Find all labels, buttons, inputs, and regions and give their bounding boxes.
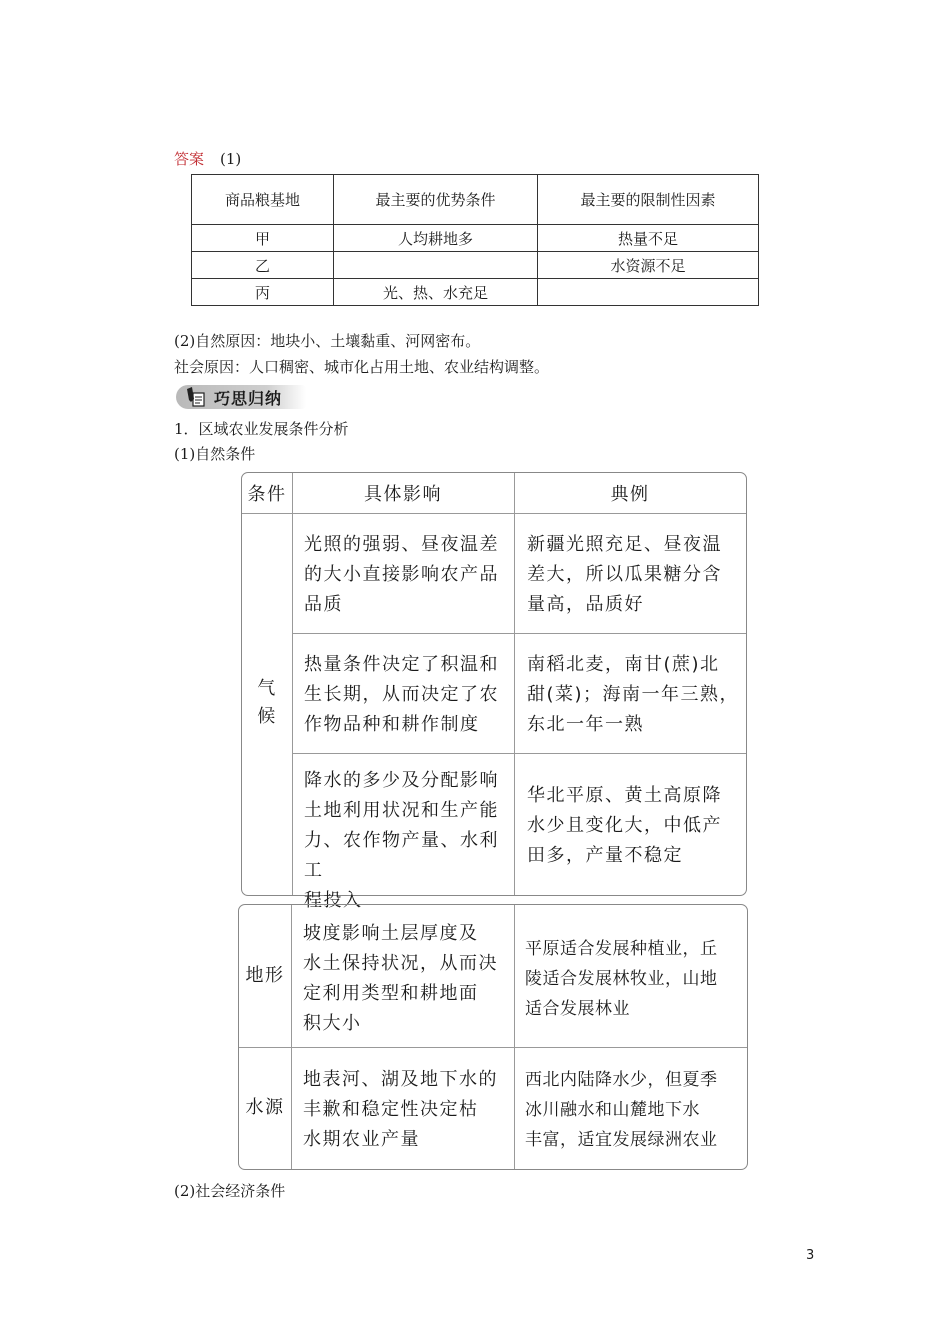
subsection-natural: (1)自然条件 [174,445,256,463]
natural-reason: (2)自然原因：地块小、土壤黏重、河网密布。 [174,332,481,350]
grain-base-table [191,174,759,306]
climate-rain-example: 华北平原、黄土高原降 水少且变化大，中低产 田多，产量不稳定 [527,785,722,866]
climate-light-example: 新疆光照充足、昼夜温 差大，所以瓜果糖分含 量高，品质好 [527,534,722,615]
header-influence: 具体影响 [364,484,442,505]
table-row [192,252,759,279]
climate-char: 候 [257,706,277,727]
header-example: 典例 [610,484,650,505]
table-header-row [192,175,759,225]
table-row [192,279,759,306]
table-cell: 热量不足 [538,225,759,252]
table-cell [538,279,759,306]
climate-label [242,513,292,893]
conditions-table-climate [241,472,747,911]
social-reason: 社会原因：人口稠密、城市化占用土地、农业结构调整。 [174,358,550,376]
climate-heat-influence: 热量条件决定了积温和 生长期，从而决定了农 作物品种和耕作制度 [304,654,499,735]
water-example: 西北内陆降水少，但夏季 冰川融水和山麓地下水 丰富，适宜发展绿洲农业 [525,1070,718,1150]
page-number: 3 [806,1248,815,1263]
badge-label: 巧思归纳 [214,388,283,408]
table-cell: 甲 [192,225,334,252]
table-cell: 丙 [192,279,334,306]
table-header: 商品粮基地 [192,175,334,225]
table-row [192,225,759,252]
table-cell: 水资源不足 [538,252,759,279]
table-cell: 人均耕地多 [334,225,538,252]
header-condition: 条件 [247,484,287,505]
terrain-influence: 坡度影响土层厚度及 水土保持状况，从而决 定利用类型和耕地面 积大小 [303,923,498,1034]
subsection-socioeconomic: (2)社会经济条件 [174,1182,286,1200]
table-cell: 光、热、水充足 [334,279,538,306]
climate-light-influence: 光照的强弱、昼夜温差 的大小直接影响农产品 品质 [304,534,499,615]
table-cell: 乙 [192,252,334,279]
answer-part: (1) [220,150,242,168]
section-title: 1．区域农业发展条件分析 [174,420,349,438]
terrain-example: 平原适合发展种植业，丘 陵适合发展林牧业，山地 适合发展林业 [525,939,718,1019]
summary-badge [176,385,306,409]
terrain-label: 地形 [245,965,285,986]
table-cell [334,252,538,279]
water-influence: 地表河、湖及地下水的 丰歉和稳定性决定枯 水期农业产量 [303,1069,498,1150]
water-label: 水源 [245,1097,285,1118]
climate-rain-influence: 降水的多少及分配影响 土地利用状况和生产能 力、农作物产量、水利工 程投入 [304,770,499,911]
answer-heading [174,148,241,169]
table-header: 最主要的限制性因素 [538,175,759,225]
answer-label: 答案 [174,150,205,168]
pen-note-icon [184,385,208,409]
climate-char: 气 [257,678,277,699]
conditions-table-terrain-water [238,904,748,1170]
table-header: 最主要的优势条件 [334,175,538,225]
climate-heat-example: 南稻北麦，南甘(蔗)北 甜(菜)；海南一年三熟， 东北一年一熟 [527,654,740,735]
